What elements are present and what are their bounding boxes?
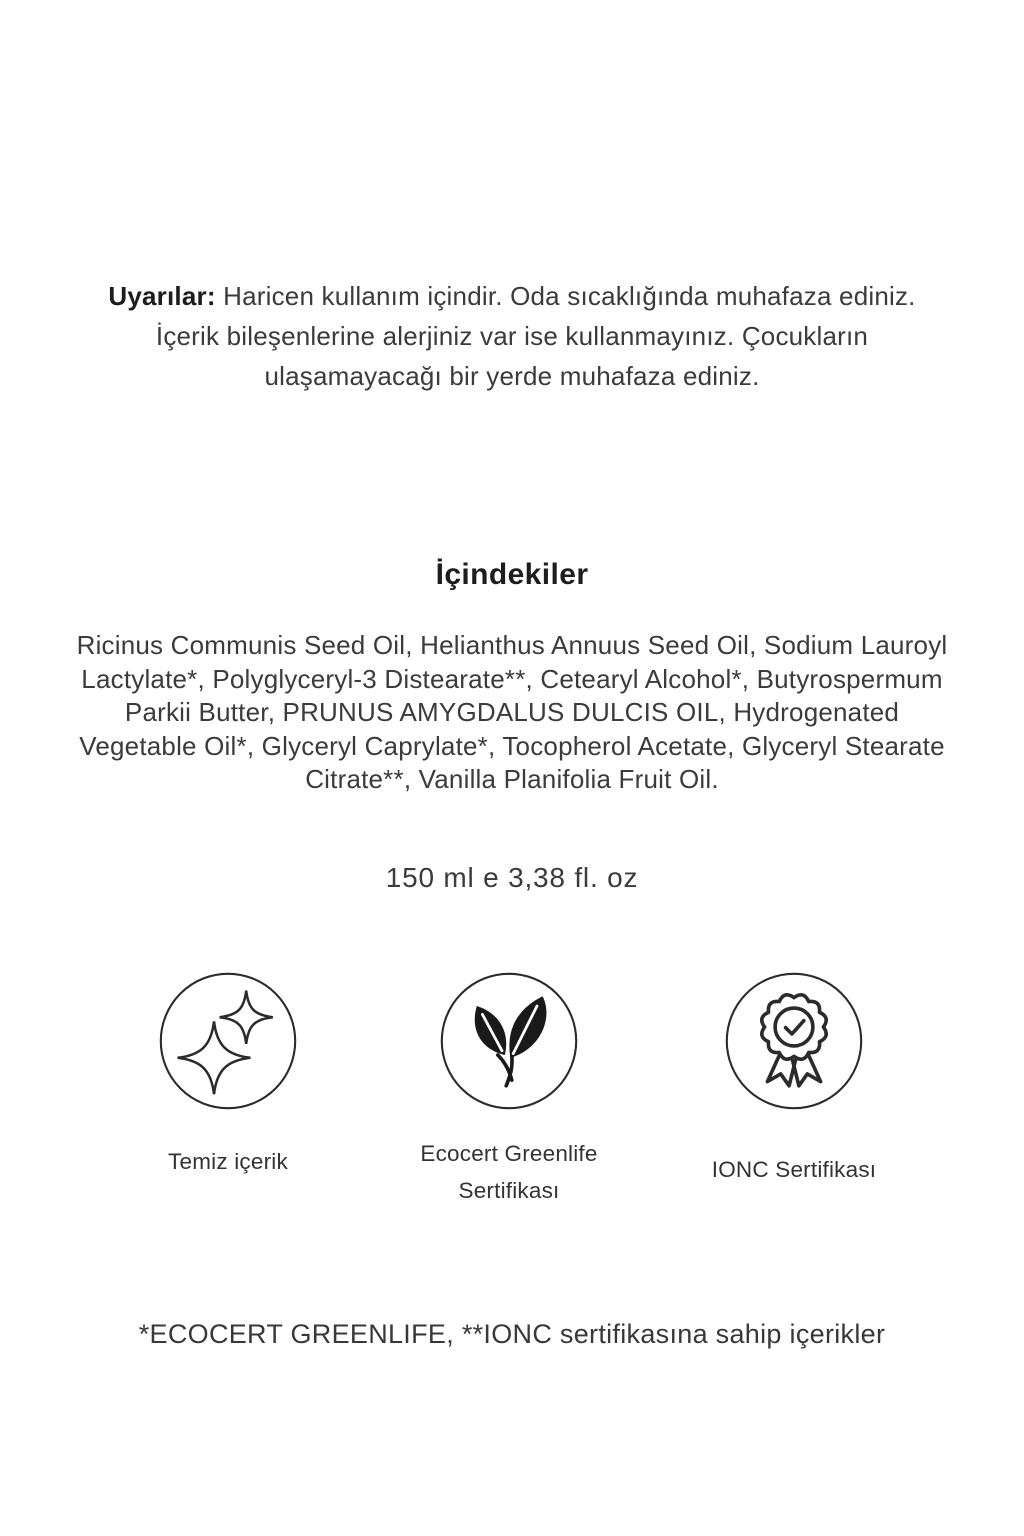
badge-label-ionc: IONC Sertifikası [711, 1157, 877, 1182]
badge-ecocert [399, 971, 619, 1209]
badge-label-ecocert: Ecocert Greenlife Sertifikası [420, 1141, 598, 1203]
badge-ionc [684, 971, 904, 1188]
sparkles-icon [158, 971, 298, 1111]
ingredients-heading: İçindekiler [435, 557, 589, 591]
warnings-label: Uyarılar: [108, 281, 216, 311]
ingredients-text: Ricinus Communis Seed Oil, Helianthus Annuus Seed Oil, Sodium Lauroyl Lactylate*, Polyglyceryl-3 Distearate**, Cetearyl Alcohol*, Butyrospermum Parkii Butter, PRUNUS AMYGDALUS DULCIS OIL, Hydrogenated Vegetable Oil*, Glyceryl Caprylate*, Tocopherol Acetate, Glyceryl Stearate Citrate**, Vanilla Planifolia Fruit Oil. [76, 630, 948, 794]
warnings-paragraph [92, 276, 932, 396]
warnings-text: Haricen kullanım içindir. Oda sıcaklığında muhafaza ediniz. İçerik bileşenlerine alerjiniz var ise kullanmayınız. Çocukların ulaşamayacağı bir yerde muhafaza ediniz. [155, 281, 916, 391]
badge-label-clean-content: Temiz içerik [168, 1149, 288, 1174]
badge-clean-content [118, 971, 338, 1180]
leaves-icon [439, 971, 579, 1111]
volume-text: 150 ml e 3,38 fl. oz [385, 862, 639, 893]
footnote-text: *ECOCERT GREENLIFE, **IONC sertifikasına sahip içerikler [138, 1319, 886, 1349]
award-ribbon-icon [724, 971, 864, 1111]
